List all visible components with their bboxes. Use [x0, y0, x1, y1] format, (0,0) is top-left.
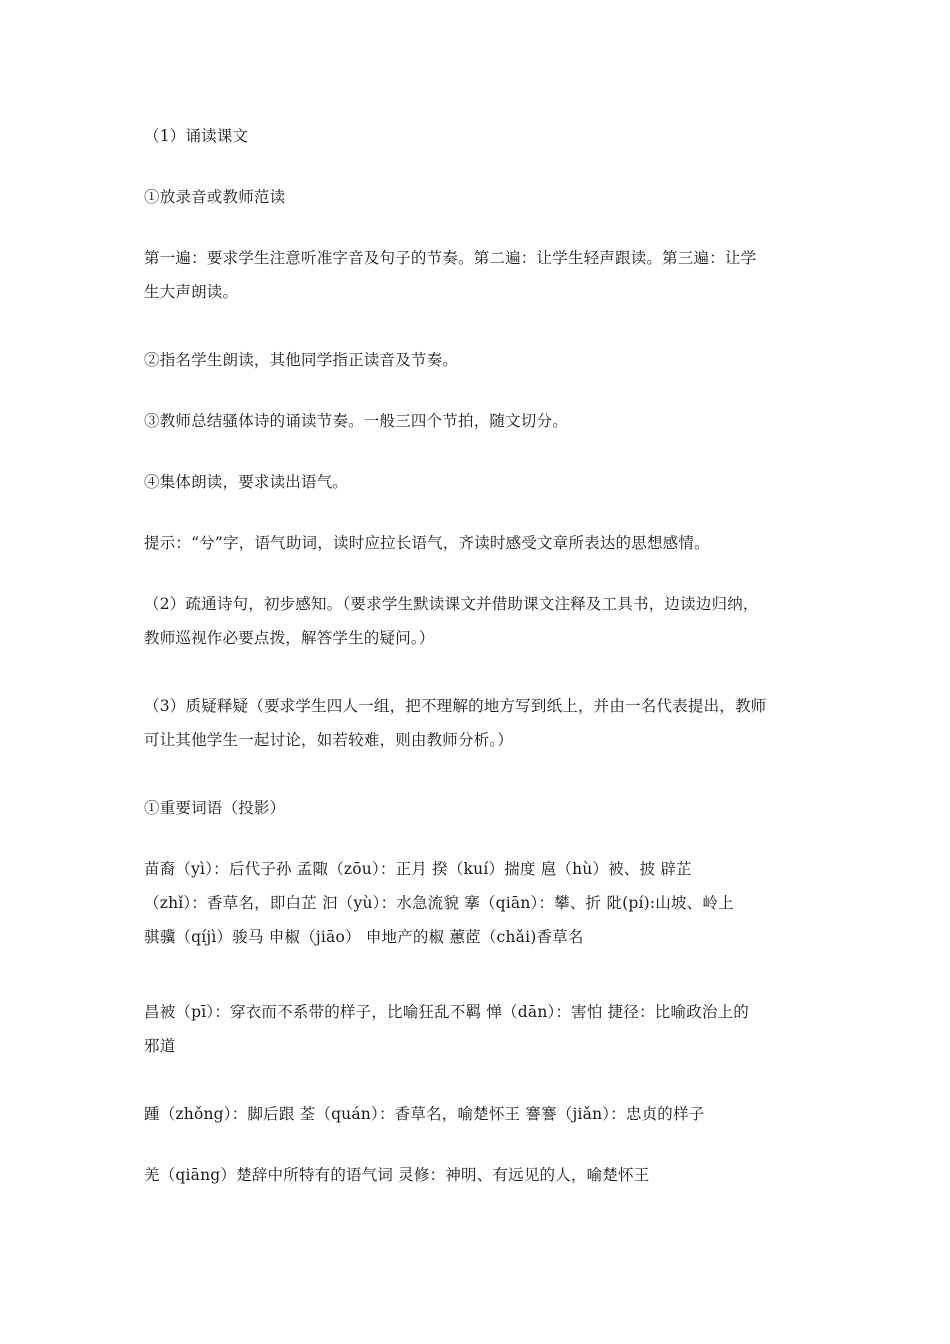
text-line: ③教师总结骚体诗的诵读节奏。一般三四个节拍，随文切分。 [144, 412, 568, 430]
text-line: 羌（qiāng）楚辞中所特有的语气词 灵修：神明、有远见的人，喻楚怀王 [144, 1166, 650, 1184]
text-line: 教师巡视作必要点拨，解答学生的疑问。） [144, 629, 435, 647]
heading-understand-lines [144, 587, 814, 655]
vocabulary-paragraph-3 [144, 1097, 814, 1131]
step-4-group-reading [144, 465, 814, 499]
text-line: 昌被（pī）：穿衣而不系带的样子，比喻狂乱不羁 惮（dān）：害怕 捷径：比喻政治上的 [144, 1003, 749, 1021]
text-line: 生大声朗读。 [144, 283, 239, 301]
text-line: 第一遍：要求学生注意听准字音及句子的节奏。第二遍：让学生轻声跟读。第三遍：让学 [144, 249, 757, 267]
text-line: 邪道 [144, 1037, 176, 1055]
text-line: ①重要词语（投影） [144, 799, 286, 817]
vocabulary-paragraph-1 [144, 852, 814, 954]
vocabulary-paragraph-2 [144, 995, 814, 1063]
heading-key-words [144, 791, 814, 825]
reading-passes-paragraph [144, 241, 814, 309]
step-2-student-reading [144, 343, 814, 377]
text-line: （1）诵读课文 [144, 127, 249, 145]
text-line: ①放录音或教师范读 [144, 188, 286, 206]
text-line: 骐骥（qíjì）骏马 申椒（jiāo） 申地产的椒 蕙茝（chǎi)香草名 [144, 928, 584, 946]
tip-paragraph [144, 526, 814, 560]
text-line: 苗裔（yì）：后代子孙 孟陬（zōu）：正月 揆（kuí）揣度 扈（hù）被、披 辟芷 [144, 860, 692, 878]
heading-questions [144, 689, 814, 757]
text-line: （2）疏通诗句，初步感知。（要求学生默读课文并借助课文注释及工具书，边读边归纳， [144, 595, 759, 613]
text-line: ②指名学生朗读，其他同学指正读音及节奏。 [144, 351, 459, 369]
text-line: 可让其他学生一起讨论，如若较难，则由教师分析。） [144, 731, 514, 749]
text-line: 踵（zhǒng）：脚后跟 荃（quán）：香草名，喻楚怀王 謇謇（jiǎn）：忠贞的样子 [144, 1105, 705, 1123]
vocabulary-paragraph-4 [144, 1158, 814, 1192]
text-line: （zhǐ）：香草名，即白芷 汩（yù）：水急流貌 搴（qiān）：攀、折 阰(pí):山坡、岭上 [144, 894, 734, 912]
step-1-play-recording [144, 180, 814, 214]
text-line: （3）质疑释疑（要求学生四人一组，把不理解的地方写到纸上，并由一名代表提出，教师 [144, 697, 767, 715]
text-line: 提示：“兮”字，语气助词，读时应拉长语气，齐读时感受文章所表达的思想感情。 [144, 534, 710, 552]
step-3-teacher-summary [144, 404, 814, 438]
heading-recite-text [144, 119, 814, 153]
text-line: ④集体朗读，要求读出语气。 [144, 473, 349, 491]
